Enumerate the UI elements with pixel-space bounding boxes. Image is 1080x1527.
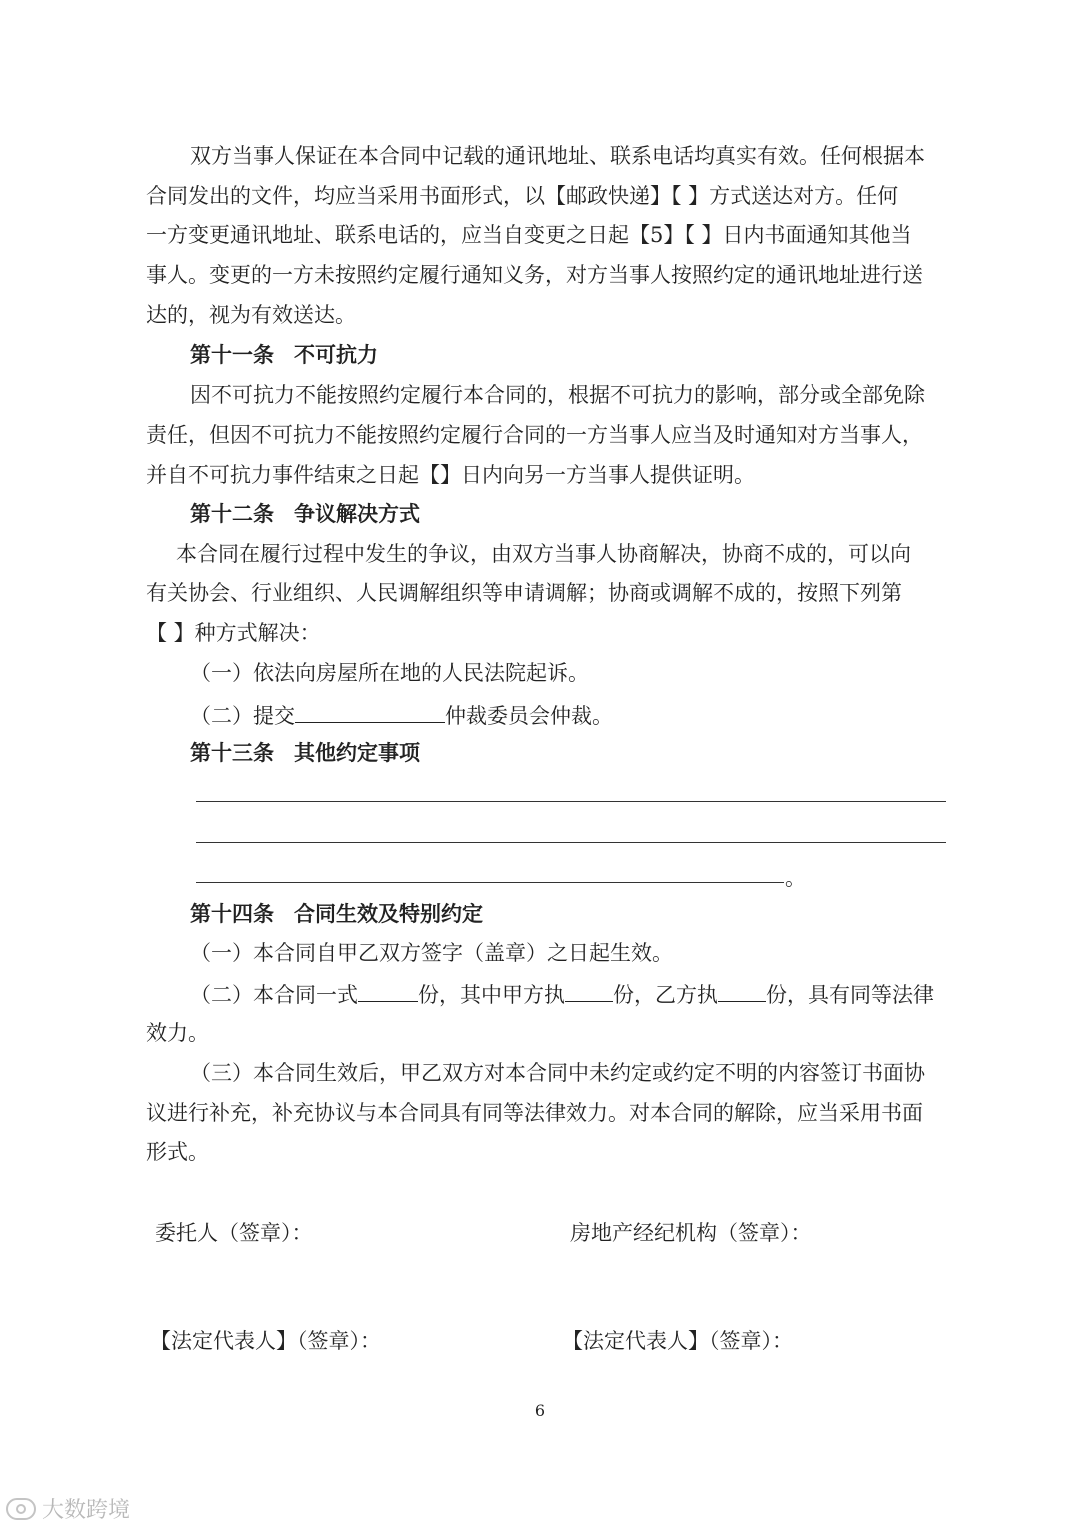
article-14-heading — [190, 902, 946, 926]
article-14-title: 合同生效及特别约定 — [294, 901, 483, 926]
article-13-heading — [190, 741, 946, 765]
notice-line-4: 事人。变更的一方未按照约定履行通知义务，对方当事人按照约定的通讯地址进行送 — [146, 263, 923, 287]
agency-signature-label: 房地产经纪机构（签章）： — [570, 1221, 812, 1245]
other-terms-blank-line-1[interactable] — [196, 801, 946, 802]
party-a-copies-blank[interactable] — [565, 981, 613, 1002]
agency-legal-rep-signature-label: 【法定代表人】（签章）： — [562, 1329, 793, 1353]
total-copies-blank[interactable] — [358, 981, 418, 1002]
notice-line-3: 一方变更通讯地址、联系电话的，应当自变更之日起【5】【 】日内书面通知其他当 — [146, 223, 912, 247]
other-terms-end-mark: 。 — [785, 866, 806, 890]
other-terms-blank-line-3[interactable] — [196, 882, 784, 883]
article-13-title: 其他约定事项 — [294, 740, 420, 765]
copies-label: （二）本合同一式 — [190, 983, 358, 1007]
option-2-prefix: （二）提交 — [190, 704, 295, 728]
notice-line-2: 合同发出的文件，均应当采用书面形式，以【邮政快递】【 】方式送达对方。任何 — [146, 184, 899, 208]
notice-line-1: 双方当事人保证在本合同中记载的通讯地址、联系电话均真实有效。任何根据本 — [190, 144, 925, 168]
article-14-para-3-line-3: 形式。 — [146, 1140, 209, 1164]
article-12-option-1: （一）依法向房屋所在地的人民法院起诉。 — [190, 661, 589, 685]
article-14-number: 第十四条 — [190, 901, 274, 926]
article-12-line-1: 本合同在履行过程中发生的争议，由双方当事人协商解决，协商不成的，可以向 — [176, 542, 911, 566]
article-14-para-3-line-2: 议进行补充，补充协议与本合同具有同等法律效力。对本合同的解除，应当采用书面 — [146, 1101, 923, 1125]
watermark-text: 大数跨境 — [42, 1498, 131, 1523]
article-11-line-2: 责任，但因不可抗力不能按照约定履行合同的一方当事人应当及时通知对方当事人， — [146, 423, 923, 447]
client-legal-rep-signature-label: 【法定代表人】（签章）： — [150, 1329, 381, 1353]
article-14-para-1: （一）本合同自甲乙双方签字（盖章）之日起生效。 — [190, 941, 673, 965]
party-a-label: 份，其中甲方执 — [418, 983, 565, 1007]
article-12-heading — [190, 502, 946, 526]
article-13-number: 第十三条 — [190, 740, 274, 765]
party-b-copies-blank[interactable] — [718, 981, 766, 1002]
option-2-suffix: 仲裁委员会仲裁。 — [445, 704, 613, 728]
equal-effect-text: 份，具有同等法律 — [766, 983, 934, 1007]
article-14-para-3-line-1: （三）本合同生效后，甲乙双方对本合同中未约定或约定不明的内容签订书面协 — [190, 1061, 925, 1085]
article-12-number: 第十二条 — [190, 501, 274, 526]
notice-line-5: 达的，视为有效送达。 — [146, 303, 356, 327]
article-12-line-3: 【 】种方式解决： — [146, 621, 321, 645]
page-number: 6 — [534, 1401, 546, 1420]
article-11-line-3: 并自不可抗力事件结束之日起【】日内向另一方当事人提供证明。 — [146, 463, 755, 487]
article-11-title: 不可抗力 — [294, 342, 378, 367]
article-11-line-1: 因不可抗力不能按照约定履行本合同的，根据不可抗力的影响，部分或全部免除 — [190, 383, 925, 407]
client-signature-label: 委托人（签章）： — [155, 1221, 313, 1245]
other-terms-blank-line-2[interactable] — [196, 842, 946, 843]
article-11-heading — [190, 343, 946, 367]
watermark — [6, 1493, 130, 1524]
article-11-number: 第十一条 — [190, 342, 274, 367]
watermark-logo-icon — [6, 1498, 36, 1520]
article-12-line-2: 有关协会、行业组织、人民调解组织等申请调解；协商或调解不成的，按照下列第 — [146, 581, 902, 605]
arbitration-commission-blank[interactable] — [295, 702, 445, 723]
article-12-title: 争议解决方式 — [294, 501, 420, 526]
article-14-para-2 — [190, 981, 946, 1007]
article-14-para-2-end: 效力。 — [146, 1021, 209, 1045]
party-b-label: 份，乙方执 — [613, 983, 718, 1007]
article-12-option-2 — [190, 702, 946, 728]
